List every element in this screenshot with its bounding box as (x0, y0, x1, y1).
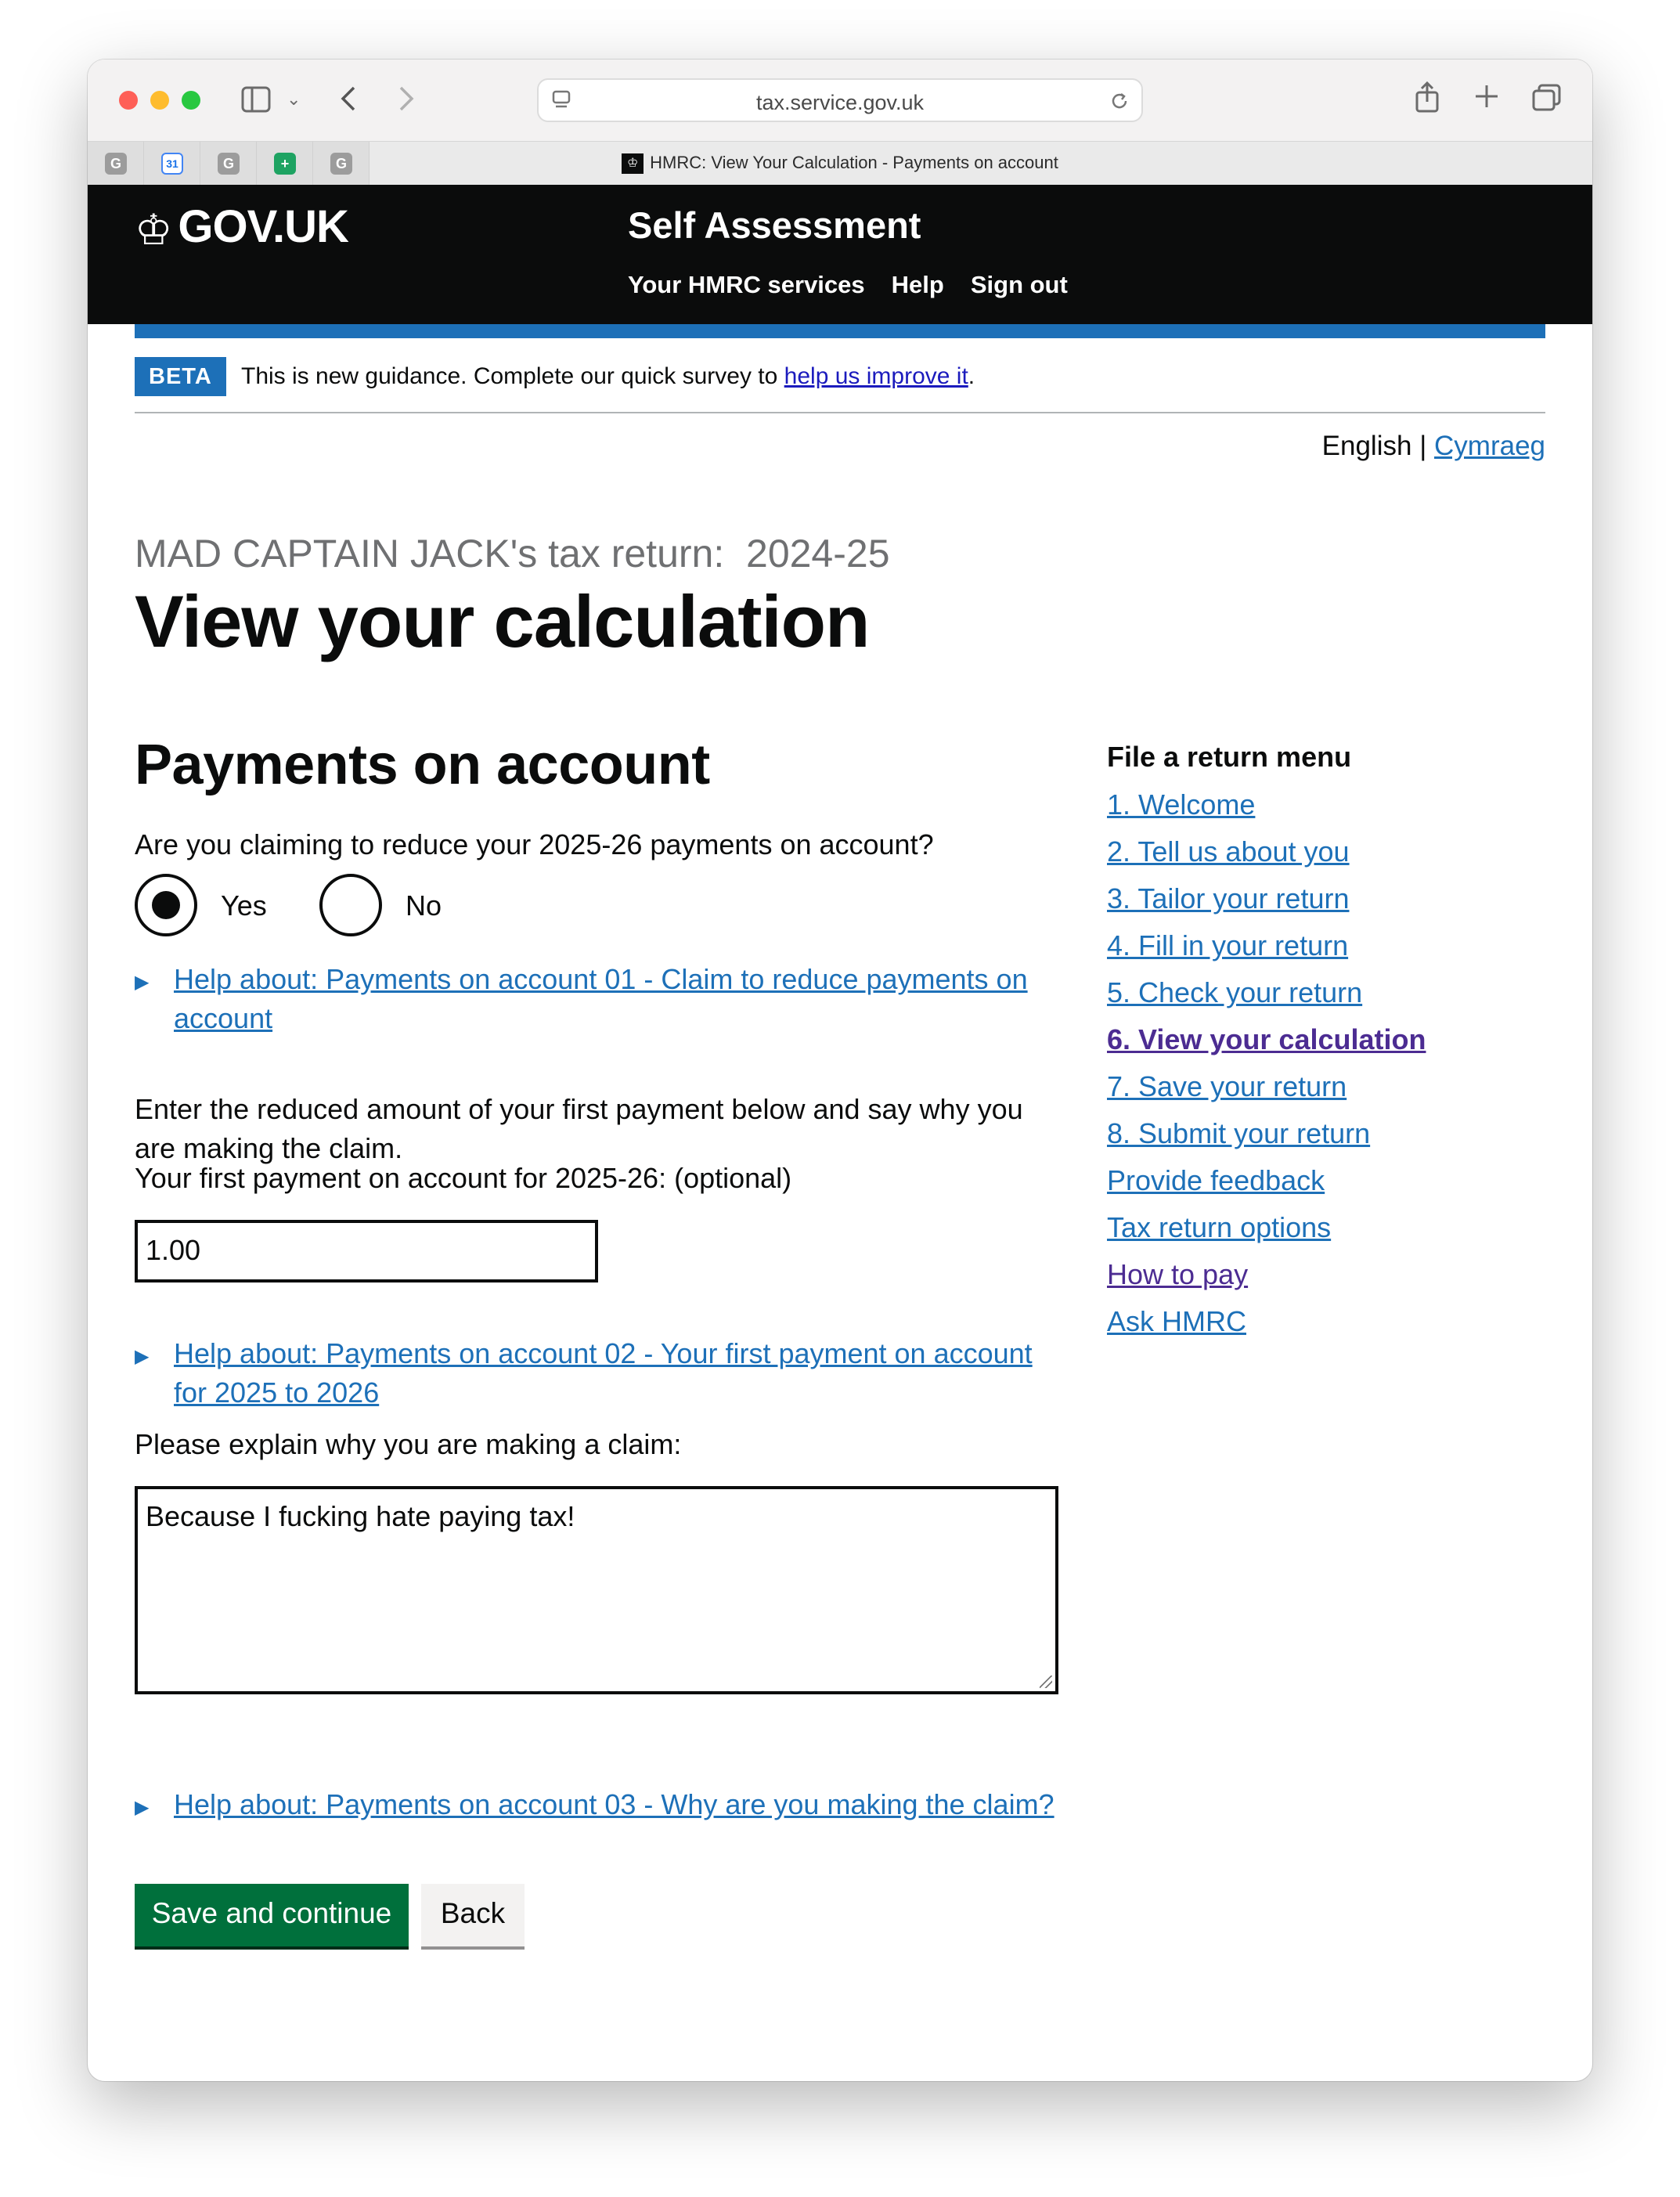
header-nav (628, 271, 1094, 299)
govuk-header (88, 185, 1592, 324)
forward-arrow-icon[interactable] (398, 83, 415, 119)
survey-link[interactable]: help us improve it (784, 363, 968, 389)
menu-title: File a return menu (1107, 741, 1352, 773)
menu-item-options[interactable]: Tax return options (1107, 1211, 1332, 1243)
nav-help[interactable]: Help (891, 271, 944, 298)
nav-your-hmrc-services[interactable]: Your HMRC services (628, 271, 865, 298)
radio-yes[interactable] (135, 874, 197, 936)
pinned-tab-google-1[interactable]: G (88, 142, 144, 186)
service-name[interactable]: Self Assessment (628, 204, 921, 246)
browser-toolbar (88, 60, 1592, 141)
crown-icon: ♔ (135, 207, 172, 254)
language-toggle: English | Cymraeg (1321, 431, 1545, 461)
help-claim-reduce[interactable]: ▶ Help about: Payments on account 01 - Claim to reduce payments on account (135, 963, 1028, 1034)
expand-triangle-icon: ▶ (135, 972, 150, 993)
page-caption: MAD CAPTAIN JACK's tax return: 2024-25 (135, 532, 890, 575)
nav-sign-out[interactable]: Sign out (970, 271, 1068, 298)
beta-banner (135, 357, 1545, 413)
menu-item-check[interactable]: 5. Check your return (1107, 976, 1363, 1008)
menu-item-submit[interactable]: 8. Submit your return (1107, 1117, 1371, 1149)
tab-overview-icon[interactable] (1531, 83, 1563, 117)
help-first-payment[interactable]: ▶ Help about: Payments on account 02 - Your first payment on account for 2025 to 2026 (135, 1337, 1033, 1409)
menu-item-fill-in[interactable]: 4. Fill in your return (1107, 929, 1349, 961)
menu-item-view-calculation[interactable]: 6. View your calculation (1107, 1023, 1426, 1055)
radio-yes-label[interactable]: Yes (221, 889, 267, 922)
radio-no-label[interactable]: No (406, 889, 442, 922)
reason-label: Please explain why you are making a claim: (135, 1428, 682, 1460)
crown-favicon-icon: ♔ (622, 153, 644, 174)
radio-no[interactable] (319, 874, 382, 936)
active-tab[interactable] (88, 153, 1592, 174)
help-why-claim[interactable]: ▶ Help about: Payments on account 03 - Why are you making the claim? (135, 1785, 1055, 1824)
radio-selected-dot (152, 891, 180, 919)
url-text: tax.service.gov.uk (755, 91, 925, 114)
menu-item-welcome[interactable]: 1. Welcome (1107, 788, 1256, 821)
share-icon[interactable] (1414, 80, 1440, 118)
menu-item-feedback[interactable]: Provide feedback (1107, 1164, 1325, 1196)
tab-title-text: HMRC: View Your Calculation - Payments on account (650, 153, 1058, 172)
reload-icon[interactable] (1109, 89, 1130, 117)
menu-item-tailor[interactable]: 3. Tailor your return (1107, 882, 1350, 915)
close-window-button[interactable] (119, 91, 138, 110)
sidebar-toggle-icon[interactable] (241, 86, 271, 117)
expand-triangle-icon: ▶ (135, 1346, 150, 1367)
zoom-window-button[interactable] (182, 91, 200, 110)
section-heading: Payments on account (135, 734, 710, 796)
beta-text: This is new guidance. Complete our quick survey to help us improve it. (241, 363, 975, 389)
page-title: View your calculation (135, 580, 870, 662)
browser-window (88, 60, 1592, 2081)
pinned-tab-google-3[interactable]: G (313, 142, 370, 186)
menu-item-ask-hmrc[interactable]: Ask HMRC (1107, 1305, 1246, 1337)
resize-handle-icon[interactable] (1040, 1676, 1052, 1688)
pinned-tab-sheets[interactable]: + (257, 142, 313, 186)
beta-tag: BETA (135, 357, 226, 396)
menu-item-save[interactable]: 7. Save your return (1107, 1070, 1347, 1102)
govuk-logo[interactable]: ♔ GOV.UK (135, 201, 348, 254)
chevron-down-icon[interactable]: ⌄ (287, 89, 301, 109)
claim-question: Are you claiming to reduce your 2025-26 payments on account? (135, 828, 934, 860)
tab-bar (88, 141, 1592, 185)
new-tab-icon[interactable] (1473, 83, 1500, 114)
save-and-continue-button[interactable]: Save and continue (135, 1884, 409, 1946)
menu-item-how-to-pay[interactable]: How to pay (1107, 1258, 1249, 1290)
file-return-menu (1107, 741, 1514, 1345)
language-english: English (1321, 431, 1412, 461)
first-payment-input[interactable]: 1.00 (135, 1220, 598, 1282)
header-blue-bar (135, 324, 1545, 338)
instruction-text: Enter the reduced amount of your first payment below and say why you are making the claim. (135, 1093, 1023, 1164)
pinned-tab-calendar[interactable]: 31 (144, 142, 200, 186)
back-arrow-icon[interactable] (340, 83, 357, 119)
reason-textarea[interactable]: Because I fucking hate paying tax! (135, 1486, 1058, 1694)
amount-label: Your first payment on account for 2025-26: (optional) (135, 1162, 792, 1194)
menu-item-tell-us[interactable]: 2. Tell us about you (1107, 835, 1350, 868)
minimize-window-button[interactable] (150, 91, 169, 110)
expand-triangle-icon: ▶ (135, 1797, 150, 1818)
address-bar[interactable] (537, 78, 1143, 122)
language-cymraeg-link[interactable]: Cymraeg (1434, 431, 1545, 461)
back-button[interactable]: Back (421, 1884, 525, 1946)
pinned-tab-google-2[interactable]: G (200, 142, 257, 186)
